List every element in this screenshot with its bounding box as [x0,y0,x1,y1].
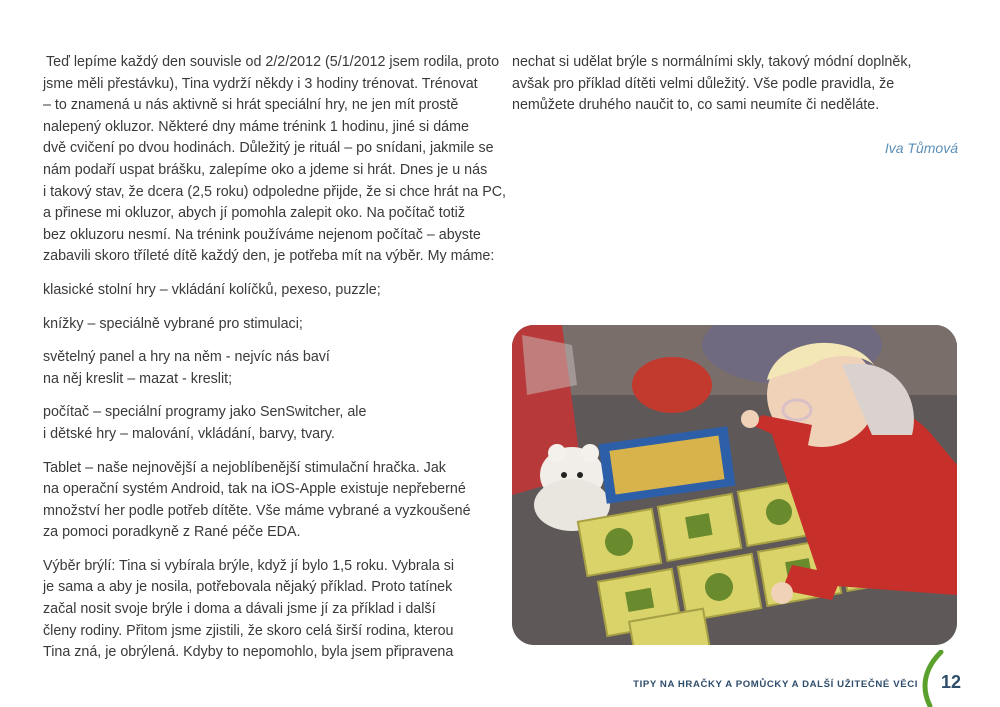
photo-child-playing [512,325,957,645]
paragraph-tablet: Tablet – naše nejnovější a nejoblíbenější stimulační hračka. Jak na operační systém Android, tak na iOS-Apple existuje nepřeberné množství her podle potřeb dítěte. Vše máme vybrané a vyzkoušené za pomoci poradkyně z Rané péče EDA. [43,459,471,541]
list-item-board-games: klasické stolní hry – vkládání kolíčků, pexeso, puzzle; [43,281,381,298]
list-item-books: knížky – speciálně vybrané pro stimulaci; [43,315,303,332]
paragraph-continuation: nechat si udělat brýle s normálními skly, takový módní doplněk, avšak pro příklad dítěti velmi důležitý. Vše podle pravidla, že nemůžete druhého naučit to, co sami neumíte či neděláte. [512,54,912,114]
left-text-column [43,52,507,676]
page-number: 12 [941,672,962,692]
footer-section-title: TIPY NA HRAČKY A POMŮCKY A DALŠÍ UŽITEČNÉ VĚCI [633,679,918,690]
paragraph-glasses: Výběr brýlí: Tina si vybírala brýle, když jí bylo 1,5 roku. Vybrala si je sama a aby je nosila, potřebovala nějaký příklad. Proto tatínek začal nosit svoje brýle i doma a dávali jsme jí za příklad i další členy rodiny. Přitom jsme zjistili, že skoro celá širší rodina, kterou Tina zná, je obrýlená. Kdyby to nepomohlo, byla jsem připravena [43,557,455,661]
list-item-light-panel: světelný panel a hry na něm - nejvíc nás baví na něj kreslit – mazat - kreslit; [43,349,330,387]
author-signature: Iva Tůmová [884,140,958,156]
paragraph-1: Teď lepíme každý den souvisle od 2/2/2012 (5/1/2012 jsem rodila, proto jsme měli přestávku), Tina vydrží někdy i 3 hodiny trénovat. Trénovat – to znamená u nás aktivně si hrát speciální hry, ne jen mít prostě nalepený okluzor. Některé dny máme trénink 1 hodinu, jiné si dáme dvě cvičení po dvou hodinách. Důležitý je rituál – po snídani, jakmile se nám podaří uspat brášku, zalepíme oko a jdeme si hrát. Dnes je u nás i takový stav, že dcera (2,5 roku) odpoledne přijde, že si chce hrát na PC, a přinese mi okluzor, abych jí pomohla zalepit oko. Na počítač totiž bez okluzoru nesmí. Na trénink používáme nejenom počítač – abyste zabavili skoro tříleté dítě každý den, je potřeba mít na výběr. My máme: [43,54,507,265]
list-item-computer: počítač – speciální programy jako SenSwitcher, ale i dětské hry – malování, vkládání, barvy, tvary. [43,404,367,442]
right-text-column [512,52,962,129]
